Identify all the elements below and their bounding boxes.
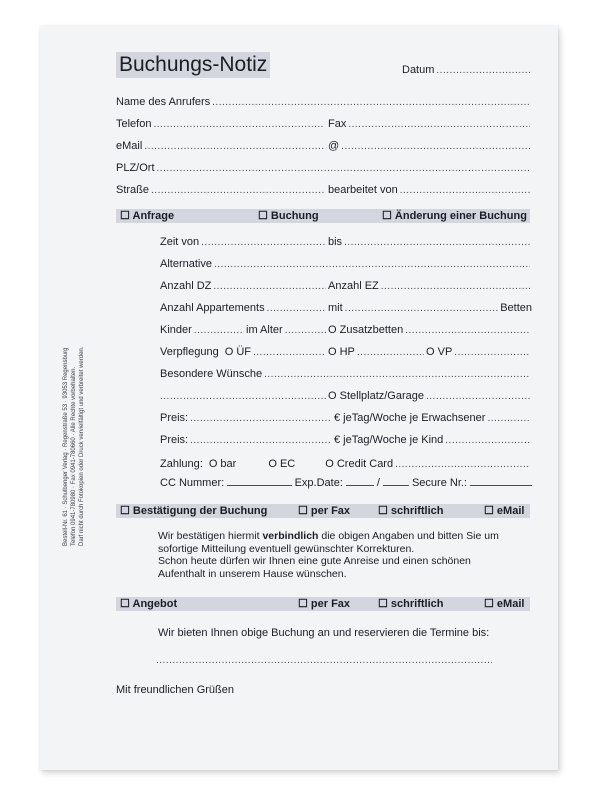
- stellplatz-label: O Stellplatz/Garage: [328, 390, 424, 402]
- telefon-label: Telefon: [116, 118, 152, 130]
- sidebar-line-1: Bestell-Nr. 61 · Schulbenger Verlag · Regenstraße 53 · 93053 Regensburg: [63, 347, 69, 546]
- fax-field[interactable]: [328, 118, 532, 131]
- offer-text: Wir bieten Ihnen obige Buchung an und reservieren die Termine bis:: [158, 627, 490, 639]
- verpflegung-uef-field[interactable]: [160, 346, 328, 359]
- caller-field[interactable]: [116, 96, 532, 109]
- confirm-text-line-3: Schon heute dürfen wir Ihnen eine gute Anreise und einen schönen: [158, 555, 471, 567]
- confirm-text-line-4: Aufenthalt in unserem Hause wünschen.: [158, 567, 347, 580]
- email-field[interactable]: [116, 140, 326, 153]
- stellplatz-field[interactable]: [328, 390, 532, 403]
- cc-nummer-label: CC Nummer:: [160, 477, 225, 489]
- alternative-field[interactable]: [160, 258, 532, 271]
- checkbox-per-fax-1[interactable]: ☐ per Fax: [298, 505, 351, 517]
- confirm-text-bold: verbindlich: [262, 530, 319, 542]
- preis-erwachsener-label: € jeTag/Woche je Erwachsener: [334, 412, 486, 424]
- confirm-text-line-2: sofortige Mitteilung eventuell gewünschter Korrekturen.: [158, 542, 415, 555]
- option-credit-card[interactable]: O Credit Card: [325, 458, 394, 470]
- zahlung-row: [160, 458, 532, 471]
- email-domain-field[interactable]: [328, 140, 532, 153]
- anzahl-ez-label: Anzahl EZ: [328, 280, 379, 292]
- page-title: Buchungs-Notiz: [116, 52, 270, 78]
- publisher-sidebar: [62, 286, 86, 546]
- caller-label: Name des Anrufers: [116, 96, 211, 108]
- kinder-label: Kinder: [160, 324, 192, 336]
- preis-label: Preis:: [160, 412, 189, 424]
- mit-label: mit: [328, 302, 343, 314]
- preis-erwachsener-field[interactable]: [160, 412, 334, 425]
- strasse-field[interactable]: [116, 184, 326, 197]
- option-uef[interactable]: O ÜF: [224, 346, 251, 358]
- zusatzbetten-field[interactable]: [328, 324, 532, 337]
- bis-label: bis: [328, 236, 343, 248]
- kinder-alter-field[interactable]: [246, 324, 328, 337]
- exp-year-line[interactable]: [383, 476, 409, 486]
- checkbox-schriftlich-1[interactable]: ☐ schriftlich: [378, 505, 444, 517]
- offer-date-line[interactable]: [156, 654, 494, 667]
- cc-row: [160, 476, 532, 490]
- confirm-text-1: Wir bestätigen hiermit: [158, 530, 263, 542]
- plz-label: PLZ/Ort: [116, 162, 155, 174]
- kinder-field[interactable]: [160, 324, 246, 337]
- preis-kind-field[interactable]: [160, 434, 334, 447]
- preis-label-2: Preis:: [160, 434, 189, 446]
- section-bar-offer: [116, 597, 530, 611]
- checkbox-anfrage[interactable]: ☐ Anfrage: [120, 210, 175, 222]
- verpflegung-vp-field[interactable]: [426, 346, 532, 359]
- section-bar-request-type: [116, 209, 530, 223]
- exp-slash: /: [376, 477, 380, 489]
- checkbox-bestaetigung[interactable]: ☐ Bestätigung der Buchung: [120, 505, 268, 517]
- option-ec[interactable]: O EC: [268, 458, 296, 470]
- secure-label: Secure Nr.:: [411, 477, 467, 489]
- zeit-von-label: Zeit von: [160, 236, 200, 248]
- datum-field[interactable]: [402, 64, 532, 77]
- checkbox-email-2[interactable]: ☐ eMail: [484, 598, 525, 610]
- bearbeitet-label: bearbeitet von: [328, 184, 398, 196]
- telefon-field[interactable]: [116, 118, 326, 131]
- option-hp[interactable]: O HP: [328, 346, 355, 358]
- closing-text: Mit freundlichen Grüßen: [116, 684, 234, 696]
- checkbox-email-1[interactable]: ☐ eMail: [484, 505, 525, 517]
- exp-label: Exp.Date:: [294, 477, 343, 489]
- appartements-label: Anzahl Appartements: [160, 302, 265, 314]
- im-alter-label: im Alter: [246, 324, 283, 336]
- verpflegung-label: Verpflegung: [160, 346, 219, 358]
- email-label: eMail: [116, 140, 143, 152]
- wuensche-line-2[interactable]: [160, 390, 328, 403]
- confirmation-text: [158, 530, 528, 580]
- appartements-field[interactable]: [160, 302, 328, 315]
- checkbox-aenderung[interactable]: ☐ Änderung einer Buchung: [382, 210, 527, 222]
- anzahl-dz-field[interactable]: [160, 280, 328, 293]
- preis-kind-label: € jeTag/Woche je Kind: [334, 434, 444, 446]
- form-sheet: [40, 26, 558, 770]
- section-bar-confirmation: [116, 504, 530, 518]
- checkbox-per-fax-2[interactable]: ☐ per Fax: [298, 598, 351, 610]
- bis-field[interactable]: [328, 236, 532, 249]
- cc-nummer-line[interactable]: [227, 476, 291, 486]
- zeit-von-field[interactable]: [160, 236, 328, 249]
- betten-label: Betten: [500, 302, 532, 314]
- wuensche-field[interactable]: [160, 368, 532, 381]
- verpflegung-hp-field[interactable]: [328, 346, 426, 359]
- preis-kind-unit[interactable]: [334, 434, 532, 447]
- at-label: @: [328, 140, 340, 152]
- anzahl-ez-field[interactable]: [328, 280, 532, 293]
- sidebar-line-3: Darf nicht durch Fotokopien oder Druck vervielfältigt und verbreitet werden.: [79, 346, 85, 546]
- strasse-label: Straße: [116, 184, 150, 196]
- plz-field[interactable]: [116, 162, 532, 175]
- preis-erwachsener-unit[interactable]: [334, 412, 532, 425]
- fax-label: Fax: [328, 118, 347, 130]
- wuensche-label: Besondere Wünsche: [160, 368, 263, 380]
- secure-line[interactable]: [470, 476, 532, 486]
- checkbox-buchung[interactable]: ☐ Buchung: [258, 210, 319, 222]
- zahlung-label: Zahlung:: [160, 458, 203, 470]
- sidebar-line-2: Telefon 0941-780980 · Fax 0941-780660 · Alle Rechte vorbehalten.: [71, 366, 77, 546]
- anzahl-dz-label: Anzahl DZ: [160, 280, 212, 292]
- option-bar[interactable]: O bar: [208, 458, 237, 470]
- confirm-text-2: die obigen Angaben und bitten Sie um: [318, 530, 499, 542]
- exp-month-line[interactable]: [346, 476, 374, 486]
- checkbox-schriftlich-2[interactable]: ☐ schriftlich: [378, 598, 444, 610]
- zusatzbetten-label: O Zusatzbetten: [328, 324, 404, 336]
- betten-field[interactable]: [328, 302, 532, 315]
- alternative-label: Alternative: [160, 258, 212, 270]
- checkbox-angebot[interactable]: ☐ Angebot: [120, 598, 178, 610]
- bearbeitet-field[interactable]: [328, 184, 532, 197]
- option-vp[interactable]: O VP: [426, 346, 453, 358]
- datum-label: Datum: [402, 64, 435, 76]
